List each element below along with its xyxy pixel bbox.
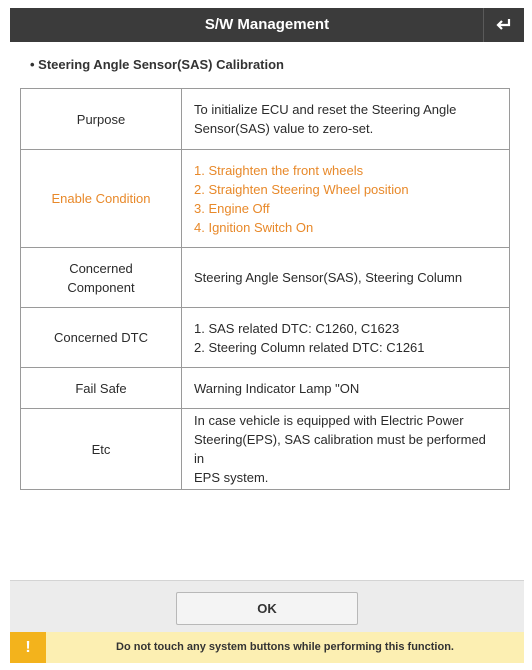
purpose-value — [182, 89, 510, 150]
etc-line: In case vehicle is equipped with Electric Power — [194, 413, 464, 428]
info-table — [20, 88, 510, 490]
warning-bar — [10, 632, 524, 663]
etc-value — [182, 409, 510, 490]
warning-text: Do not touch any system buttons while performing this function. — [116, 641, 454, 653]
table-row-etc — [21, 409, 510, 490]
enable-condition-step: 4. Ignition Switch On — [194, 219, 314, 235]
concerned-dtc-line: 2. Steering Column related DTC: C1261 — [194, 339, 425, 355]
footer-bar — [10, 580, 524, 632]
purpose-label: Purpose — [21, 89, 182, 150]
concerned-component-value: Steering Angle Sensor(SAS), Steering Column — [182, 248, 510, 308]
ok-button[interactable]: OK — [176, 592, 358, 625]
section-title: • Steering Angle Sensor(SAS) Calibration — [30, 57, 284, 72]
table-row-purpose — [21, 89, 510, 150]
concerned-component-label-line: Concerned — [69, 260, 133, 276]
concerned-dtc-label: Concerned DTC — [21, 308, 182, 368]
enable-condition-step: 2. Straighten Steering Wheel position — [194, 181, 409, 197]
enable-condition-step: 3. Engine Off — [194, 200, 270, 216]
table-row-concerned-dtc — [21, 308, 510, 368]
fail-safe-label: Fail Safe — [21, 368, 182, 409]
concerned-dtc-value — [182, 308, 510, 368]
page-title: S/W Management — [204, 16, 330, 33]
purpose-line: To initialize ECU and reset the Steering Angle — [194, 102, 457, 117]
enable-condition-step: 1. Straighten the front wheels — [194, 162, 364, 178]
table-row-concerned-component — [21, 248, 510, 308]
etc-label: Etc — [21, 409, 182, 490]
back-button[interactable] — [483, 8, 524, 42]
concerned-dtc-line: 1. SAS related DTC: C1260, C1623 — [194, 320, 400, 336]
etc-line: Steering(EPS), SAS calibration must be performed in — [194, 432, 486, 466]
table-row-fail-safe — [21, 368, 510, 409]
concerned-component-label-line: Component — [67, 279, 135, 295]
return-arrow-icon — [495, 17, 513, 33]
purpose-line: Sensor(SAS) value to zero-set. — [194, 121, 374, 136]
title-bar — [10, 8, 524, 42]
enable-condition-label: Enable Condition — [21, 150, 182, 248]
enable-condition-value — [182, 150, 510, 248]
fail-safe-value: Warning Indicator Lamp "ON — [182, 368, 510, 409]
etc-line: EPS system. — [194, 470, 269, 485]
concerned-component-label — [21, 248, 182, 308]
warning-icon: ! — [10, 632, 46, 663]
table-row-enable-condition — [21, 150, 510, 248]
